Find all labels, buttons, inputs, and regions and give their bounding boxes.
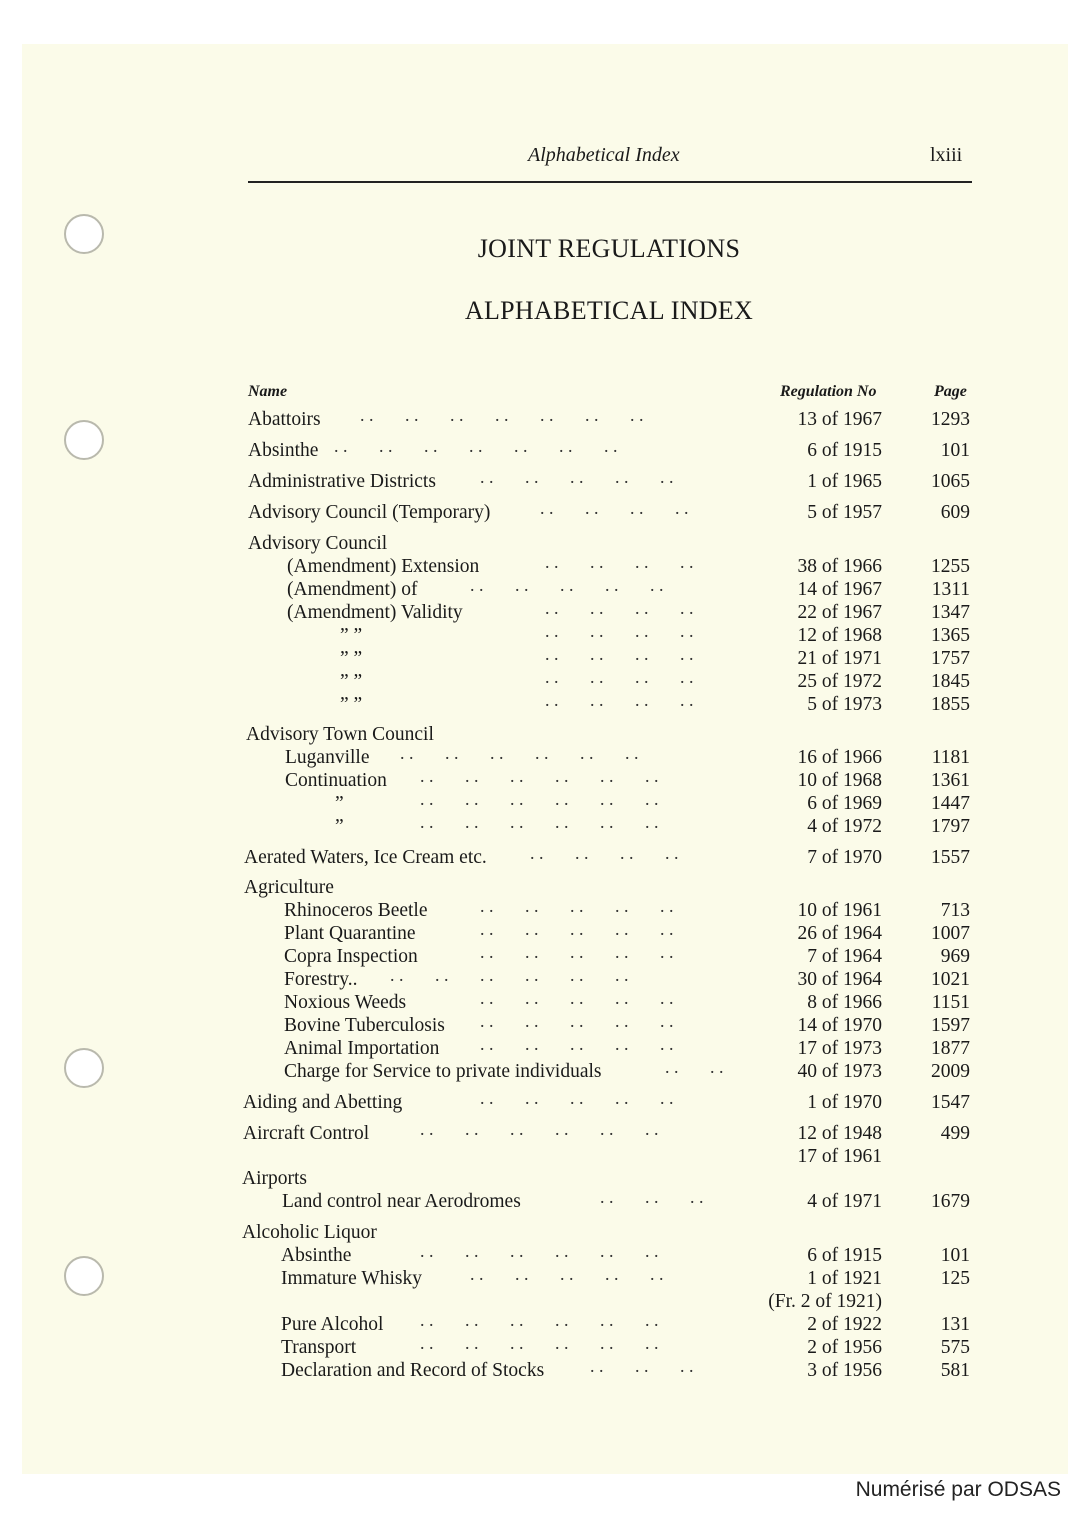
entry-regulation-number: 7 of 1970 <box>807 847 882 868</box>
entry-page-number: 1181 <box>931 747 970 768</box>
index-entry-row <box>0 498 1073 524</box>
dot-leader: . . . . . . <box>600 1187 704 1207</box>
entry-name: Abattoirs <box>248 409 321 430</box>
entry-regulation-number: 12 of 1948 <box>797 1123 882 1144</box>
entry-regulation-number: 14 of 1970 <box>797 1015 882 1036</box>
entry-regulation-number: 1 of 1970 <box>807 1092 882 1113</box>
entry-page-number: 609 <box>940 502 970 523</box>
index-entry-row <box>0 690 1073 716</box>
entry-regulation-number: 1 of 1921 <box>807 1268 882 1289</box>
entry-name: Luganville <box>285 747 370 768</box>
dot-leader: . . . . . . . . . . <box>480 896 674 916</box>
column-header-regulation: Regulation No <box>780 383 877 400</box>
dot-leader: . . . . . . . . . . . . . . <box>360 405 644 425</box>
entry-regulation-number: 38 of 1966 <box>797 556 882 577</box>
entry-name: Charge for Service to private individuals <box>284 1061 602 1082</box>
entry-name: Bovine Tuberculosis <box>284 1015 445 1036</box>
dot-leader: . . . . . . . . <box>545 690 694 710</box>
entry-regulation-number: 4 of 1971 <box>807 1191 882 1212</box>
entry-page-number: 2009 <box>931 1061 970 1082</box>
entry-page-number: 581 <box>940 1360 970 1381</box>
entry-page-number: 1447 <box>931 793 970 814</box>
entry-page-number: 1021 <box>931 969 970 990</box>
dot-leader: . . . . . . . . . . . . <box>420 1310 659 1330</box>
entry-name: Advisory Council (Temporary) <box>248 502 491 523</box>
entry-name: Aircraft Control <box>243 1123 370 1144</box>
index-entry-row <box>0 1088 1073 1114</box>
index-entry-row <box>0 1356 1073 1382</box>
column-header-name: Name <box>248 383 288 400</box>
index-entry-row <box>0 1264 1073 1290</box>
dot-leader: . . . . . . . . . . . . <box>420 789 659 809</box>
entry-regulation-number: 22 of 1967 <box>797 602 882 623</box>
running-header <box>0 144 1073 168</box>
index-entry-row <box>0 1145 1073 1168</box>
dot-leader: . . . . . . . . <box>545 644 694 664</box>
column-header-page: Page <box>934 383 967 400</box>
entry-regulation-number: 6 of 1915 <box>807 1245 882 1266</box>
entry-name: Pure Alcohol <box>281 1314 384 1335</box>
entry-regulation-number: 16 of 1966 <box>797 747 882 768</box>
index-entry-row <box>0 467 1073 493</box>
dot-leader: . . . . . . . . . . . . <box>390 965 629 985</box>
index-entry-row <box>0 843 1073 869</box>
entry-page-number: 1547 <box>931 1092 970 1113</box>
entry-page-number: 1255 <box>931 556 970 577</box>
entry-regulation-number: 30 of 1964 <box>797 969 882 990</box>
entry-name: Airports <box>242 1168 307 1189</box>
entry-name: ” ” <box>340 694 363 715</box>
dot-leader: . . . . . . . . . . <box>470 1264 664 1284</box>
entry-page-number: 1365 <box>931 625 970 646</box>
entry-regulation-number: 2 of 1956 <box>807 1337 882 1358</box>
entry-name: ” <box>335 793 344 814</box>
index-entry-row <box>0 1187 1073 1213</box>
entry-page-number: 1065 <box>931 471 970 492</box>
dot-leader: . . . . . . . . <box>545 621 694 641</box>
entry-page-number: 1597 <box>931 1015 970 1036</box>
page-number: lxiii <box>930 144 963 166</box>
entry-regulation-number: 3 of 1956 <box>807 1360 882 1381</box>
dot-leader: . . . . . . . . . . <box>480 1088 674 1108</box>
entry-name: Aiding and Abetting <box>243 1092 403 1113</box>
entry-page-number: 713 <box>940 900 970 921</box>
entry-name: Alcoholic Liquor <box>242 1222 377 1243</box>
entry-name: Animal Importation <box>284 1038 440 1059</box>
entry-page-number: 1361 <box>931 770 970 791</box>
dot-leader: . . . . . . . . . . <box>480 1011 674 1031</box>
entry-name: Noxious Weeds <box>284 992 407 1013</box>
entry-page-number: 125 <box>940 1268 970 1289</box>
entry-name: Absinthe <box>248 440 319 461</box>
entry-regulation-number: 10 of 1968 <box>797 770 882 791</box>
entry-regulation-number: (Fr. 2 of 1921) <box>768 1291 882 1312</box>
header-rule <box>248 181 972 183</box>
entry-page-number: 1877 <box>931 1038 970 1059</box>
entry-name: Agriculture <box>244 877 334 898</box>
entry-name: (Amendment) of <box>287 579 418 600</box>
entry-name: Immature Whisky <box>281 1268 422 1289</box>
sub-heading: ALPHABETICAL INDEX <box>464 296 754 325</box>
index-entry-row <box>0 667 1073 693</box>
dot-leader: . . . . . . . . . . <box>480 988 674 1008</box>
index-entry-row <box>0 598 1073 624</box>
index-entry-row <box>0 1333 1073 1359</box>
entry-name: ” ” <box>340 671 363 692</box>
index-entry-row <box>0 532 1073 555</box>
entry-regulation-number: 13 of 1967 <box>797 409 882 430</box>
index-entry-row <box>0 1119 1073 1145</box>
dot-leader: . . . . . . . . <box>530 843 679 863</box>
entry-page-number: 499 <box>940 1123 970 1144</box>
entry-page-number: 1557 <box>931 847 970 868</box>
index-entry-row <box>0 575 1073 601</box>
entry-page-number: 101 <box>940 1245 970 1266</box>
entry-page-number: 1845 <box>931 671 970 692</box>
entry-name: Transport <box>281 1337 357 1358</box>
main-heading: JOINT REGULATIONS <box>477 234 741 263</box>
dot-leader: . . . . . . . . . . <box>480 467 674 487</box>
dot-leader: . . . . . . . . . . <box>480 919 674 939</box>
dot-leader: . . . . . . . . <box>545 598 694 618</box>
dot-leader: . . . . . . . . . . . . <box>420 1241 659 1261</box>
entry-name: Absinthe <box>281 1245 352 1266</box>
dot-leader: . . . . . . . . . . <box>480 1034 674 1054</box>
entry-regulation-number: 12 of 1968 <box>797 625 882 646</box>
entry-name: Advisory Council <box>248 533 388 554</box>
entry-name: (Amendment) Extension <box>287 556 480 577</box>
index-entry-row <box>0 1167 1073 1190</box>
entry-page-number: 969 <box>940 946 970 967</box>
entry-name: Plant Quarantine <box>284 923 416 944</box>
entry-regulation-number: 8 of 1966 <box>807 992 882 1013</box>
dot-leader: . . . . . . . . . . . . <box>420 766 659 786</box>
entry-page-number: 1679 <box>931 1191 970 1212</box>
entry-regulation-number: 6 of 1969 <box>807 793 882 814</box>
entry-regulation-number: 14 of 1967 <box>797 579 882 600</box>
index-entry-row <box>0 436 1073 462</box>
running-title: Alphabetical Index <box>528 144 680 166</box>
entry-name: Administrative Districts <box>248 471 436 492</box>
entry-name: Forestry.. <box>284 969 358 990</box>
entry-regulation-number: 5 of 1957 <box>807 502 882 523</box>
entry-name: Declaration and Record of Stocks <box>281 1360 545 1381</box>
entry-page-number: 1855 <box>931 694 970 715</box>
index-entry-row <box>0 1057 1073 1083</box>
entry-page-number: 101 <box>940 440 970 461</box>
entry-regulation-number: 26 of 1964 <box>797 923 882 944</box>
dot-leader: . . . . . . . . . . . . <box>420 812 659 832</box>
entry-regulation-number: 17 of 1961 <box>797 1146 882 1167</box>
entry-name: Aerated Waters, Ice Cream etc. <box>244 847 487 868</box>
dot-leader: . . . . . . . . <box>545 552 694 572</box>
dot-leader: . . . . . . . . . . <box>480 942 674 962</box>
dot-leader: . . . . . . . . <box>545 667 694 687</box>
entry-regulation-number: 25 of 1972 <box>797 671 882 692</box>
dot-leader: . . . . . . . . . . . . <box>400 743 639 763</box>
entry-page-number: 1797 <box>931 816 970 837</box>
entry-name: Copra Inspection <box>284 946 418 967</box>
entry-name: Advisory Town Council <box>246 724 434 745</box>
entry-regulation-number: 17 of 1973 <box>797 1038 882 1059</box>
entry-regulation-number: 10 of 1961 <box>797 900 882 921</box>
entry-page-number: 131 <box>940 1314 970 1335</box>
index-entry-row <box>0 644 1073 670</box>
index-entry-row <box>0 405 1073 431</box>
index-entry-row <box>0 1034 1073 1060</box>
dot-leader: . . . . . . . . . . . . <box>420 1119 659 1139</box>
dot-leader: . . . . . . . . . . . . . . <box>334 436 618 456</box>
index-entry-row <box>0 621 1073 647</box>
entry-name: ” ” <box>340 625 363 646</box>
entry-name: (Amendment) Validity <box>287 602 463 623</box>
entry-regulation-number: 5 of 1973 <box>807 694 882 715</box>
entry-page-number: 1757 <box>931 648 970 669</box>
entry-page-number: 1007 <box>931 923 970 944</box>
index-entry-row <box>0 812 1073 838</box>
entry-page-number: 1293 <box>931 409 970 430</box>
entry-name: Land control near Aerodromes <box>282 1191 521 1212</box>
dot-leader: . . . . . . . . <box>540 498 689 518</box>
dot-leader: . . . . . . <box>590 1356 694 1376</box>
entry-regulation-number: 2 of 1922 <box>807 1314 882 1335</box>
entry-name: ” ” <box>340 648 363 669</box>
entry-page-number: 1151 <box>931 992 970 1013</box>
entry-regulation-number: 40 of 1973 <box>797 1061 882 1082</box>
entry-regulation-number: 21 of 1971 <box>797 648 882 669</box>
entry-regulation-number: 4 of 1972 <box>807 816 882 837</box>
entry-regulation-number: 7 of 1964 <box>807 946 882 967</box>
entry-name: Rhinoceros Beetle <box>284 900 428 921</box>
dot-leader: . . . . . . . . . . . . <box>420 1333 659 1353</box>
dot-leader: . . . . . . . . . . <box>470 575 664 595</box>
digitization-credit: Numérisé par ODSAS <box>855 1478 1061 1501</box>
entry-name: Continuation <box>285 770 387 791</box>
entry-page-number: 575 <box>940 1337 970 1358</box>
entry-regulation-number: 1 of 1965 <box>807 471 882 492</box>
entry-name: ” <box>335 816 344 837</box>
entry-regulation-number: 6 of 1915 <box>807 440 882 461</box>
entry-page-number: 1311 <box>931 579 970 600</box>
dot-leader: . . . . <box>665 1057 724 1077</box>
entry-page-number: 1347 <box>931 602 970 623</box>
